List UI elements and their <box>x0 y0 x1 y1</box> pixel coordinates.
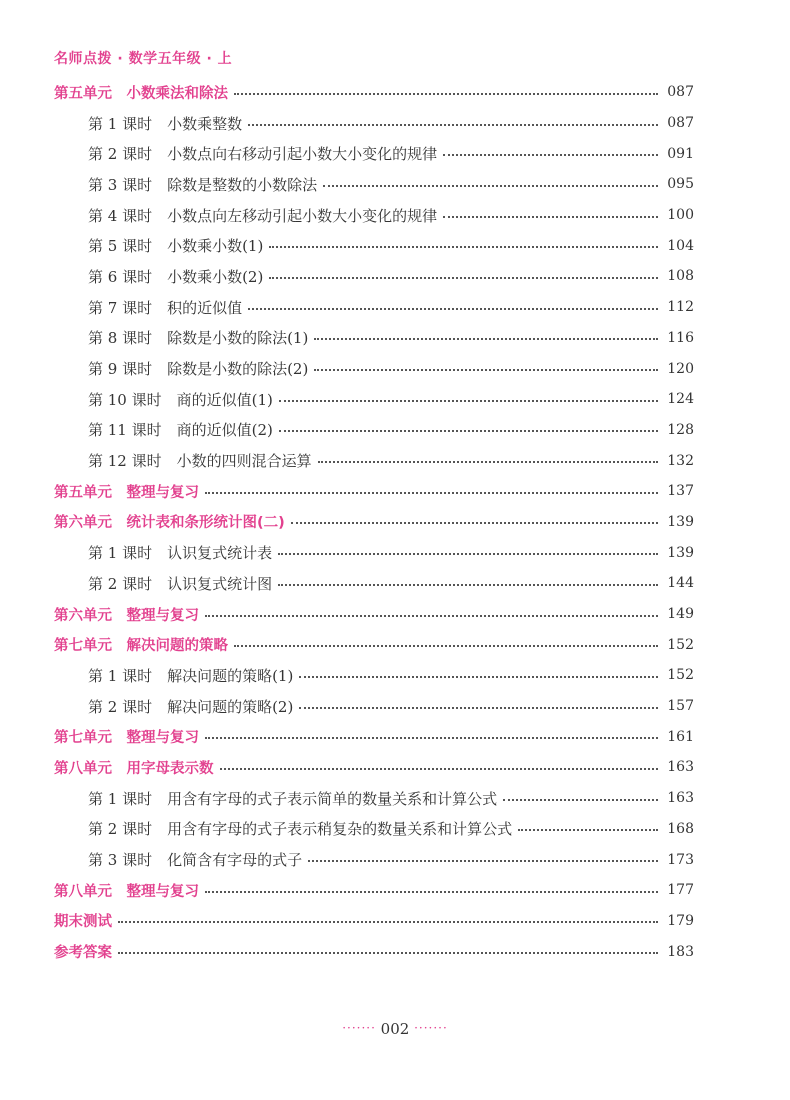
toc-entry-label: 第 6 课时 小数乘小数(2) <box>88 267 264 286</box>
toc-entry-label: 第七单元 解决问题的策略 <box>54 638 228 655</box>
toc-entry-label: 第 7 课时 积的近似值 <box>88 298 243 317</box>
footer-right-dots: ······· <box>414 1021 448 1035</box>
toc-page-number: 128 <box>667 421 694 438</box>
toc-dot-leader <box>248 307 658 310</box>
toc-lesson-entry[interactable] <box>0 200 790 231</box>
toc-entry-label: 第六单元 整理与复习 <box>54 607 199 624</box>
toc-dot-leader <box>205 736 658 739</box>
toc-unit-entry[interactable] <box>0 77 790 108</box>
toc-page-number: 179 <box>667 912 694 929</box>
toc-page-number: 091 <box>667 145 694 162</box>
toc-lesson-entry[interactable] <box>0 138 790 169</box>
toc-page-number: 137 <box>667 483 694 500</box>
toc-page-number: 157 <box>667 698 694 715</box>
toc-page-number: 183 <box>667 943 694 960</box>
toc-page-number: 161 <box>667 728 694 745</box>
toc-page-number: 095 <box>667 176 694 193</box>
toc-dot-leader <box>234 644 658 647</box>
toc-unit-entry[interactable] <box>0 507 790 538</box>
toc-entry-label: 第七单元 整理与复习 <box>54 730 199 747</box>
toc-lesson-entry[interactable] <box>0 691 790 722</box>
toc-dot-leader <box>118 951 658 954</box>
toc-page-number: 087 <box>667 115 694 132</box>
toc-lesson-entry[interactable] <box>0 323 790 354</box>
toc-page-number: 163 <box>667 790 694 807</box>
toc-entry-label: 第 9 课时 除数是小数的除法(2) <box>88 360 309 379</box>
toc-dot-leader <box>205 890 658 893</box>
toc-page-number: 173 <box>667 851 694 868</box>
page-footer <box>0 1020 790 1038</box>
toc-page-number: 139 <box>667 544 694 561</box>
toc-dot-leader <box>299 706 658 709</box>
toc-page-number: 108 <box>667 268 694 285</box>
toc-entry-label: 第五单元 整理与复习 <box>54 484 199 501</box>
toc-dot-leader <box>314 337 658 340</box>
toc-entry-label: 第五单元 小数乘法和除法 <box>54 85 228 102</box>
toc-page-number: 149 <box>667 606 694 623</box>
toc-entry-label: 第八单元 用字母表示数 <box>54 760 214 777</box>
toc-page-number: 152 <box>667 636 694 653</box>
toc-dot-leader <box>248 123 658 126</box>
toc-entry-label: 第 1 课时 认识复式统计表 <box>88 544 273 563</box>
toc-unit-entry[interactable] <box>0 599 790 630</box>
toc-entry-label: 第 2 课时 用含有字母的式子表示稍复杂的数量关系和计算公式 <box>88 820 513 839</box>
toc-entry-label: 第 3 课时 化简含有字母的式子 <box>88 851 303 870</box>
toc-dot-leader <box>220 767 659 770</box>
toc-dot-leader <box>443 215 658 218</box>
book-header-title: 名师点拨 · 数学五年级 · 上 <box>54 51 233 67</box>
toc-lesson-entry[interactable] <box>0 261 790 292</box>
toc-lesson-entry[interactable] <box>0 537 790 568</box>
toc-lesson-entry[interactable] <box>0 384 790 415</box>
toc-unit-entry[interactable] <box>0 629 790 660</box>
toc-entry-label: 第 4 课时 小数点向左移动引起小数大小变化的规律 <box>88 206 438 225</box>
toc-lesson-entry[interactable] <box>0 108 790 139</box>
toc-entry-label: 第 2 课时 认识复式统计图 <box>88 574 273 593</box>
toc-page-number: 100 <box>667 207 694 224</box>
toc-lesson-entry[interactable] <box>0 660 790 691</box>
toc-unit-entry[interactable] <box>0 752 790 783</box>
toc-dot-leader <box>503 798 658 801</box>
toc-dot-leader <box>279 399 658 402</box>
toc-lesson-entry[interactable] <box>0 292 790 323</box>
toc-entry-label: 第 8 课时 除数是小数的除法(1) <box>88 329 309 348</box>
toc-page-number: 152 <box>667 667 694 684</box>
toc-unit-entry[interactable] <box>0 906 790 937</box>
toc-lesson-entry[interactable] <box>0 814 790 845</box>
toc-entry-label: 第 1 课时 解决问题的策略(1) <box>88 666 294 685</box>
toc-entry-label: 第八单元 整理与复习 <box>54 883 199 900</box>
toc-page-number: 168 <box>667 820 694 837</box>
toc-lesson-entry[interactable] <box>0 783 790 814</box>
toc-entry-label: 第 3 课时 除数是整数的小数除法 <box>88 175 318 194</box>
toc-page-number: 132 <box>667 452 694 469</box>
toc-page-number: 177 <box>667 882 694 899</box>
toc-page-number: 124 <box>667 391 694 408</box>
toc-entry-label: 第 2 课时 解决问题的策略(2) <box>88 697 294 716</box>
toc-entry-label: 第 1 课时 小数乘整数 <box>88 114 243 133</box>
toc-page-number: 116 <box>667 329 694 346</box>
toc-dot-leader <box>269 245 658 248</box>
toc-lesson-entry[interactable] <box>0 415 790 446</box>
toc-entry-label: 第 11 课时 商的近似值(2) <box>88 421 273 440</box>
footer-left-dots: ······· <box>342 1021 376 1035</box>
toc-unit-entry[interactable] <box>0 476 790 507</box>
toc-lesson-entry[interactable] <box>0 169 790 200</box>
toc-dot-leader <box>118 920 658 923</box>
toc-lesson-entry[interactable] <box>0 844 790 875</box>
toc-entry-label: 期末测试 <box>54 914 112 931</box>
toc-dot-leader <box>323 184 658 187</box>
toc-page-number: 163 <box>667 759 694 776</box>
toc-page-number: 087 <box>667 84 694 101</box>
toc-entry-label: 参考答案 <box>54 945 112 962</box>
toc-dot-leader <box>443 153 658 156</box>
toc-dot-leader <box>205 491 658 494</box>
toc-entry-label: 第六单元 统计表和条形统计图(二) <box>54 515 285 532</box>
toc-unit-entry[interactable] <box>0 936 790 967</box>
toc-unit-entry[interactable] <box>0 875 790 906</box>
toc-dot-leader <box>518 828 658 831</box>
toc-dot-leader <box>308 859 658 862</box>
toc-page-number: 112 <box>667 299 694 316</box>
footer-page-number: 002 <box>380 1020 410 1038</box>
toc-dot-leader <box>269 276 658 279</box>
toc-dot-leader <box>234 92 658 95</box>
toc-page-number: 139 <box>667 513 694 530</box>
toc-dot-leader <box>205 614 658 617</box>
toc-entry-label: 第 5 课时 小数乘小数(1) <box>88 237 264 256</box>
toc-dot-leader <box>278 552 658 555</box>
toc-entry-label: 第 1 课时 用含有字母的式子表示简单的数量关系和计算公式 <box>88 789 498 808</box>
toc-entry-label: 第 12 课时 小数的四则混合运算 <box>88 452 312 471</box>
toc-lesson-entry[interactable] <box>0 568 790 599</box>
toc-dot-leader <box>279 429 658 432</box>
toc-lesson-entry[interactable] <box>0 230 790 261</box>
toc-entry-label: 第 10 课时 商的近似值(1) <box>88 390 273 409</box>
toc-dot-leader <box>278 583 658 586</box>
toc-unit-entry[interactable] <box>0 721 790 752</box>
table-of-contents <box>0 77 790 967</box>
toc-dot-leader <box>318 460 658 463</box>
toc-entry-label: 第 2 课时 小数点向右移动引起小数大小变化的规律 <box>88 145 438 164</box>
toc-dot-leader <box>299 675 658 678</box>
toc-page-number: 144 <box>667 575 694 592</box>
toc-page-number: 104 <box>667 237 694 254</box>
toc-page-number: 120 <box>667 360 694 377</box>
toc-lesson-entry[interactable] <box>0 353 790 384</box>
toc-lesson-entry[interactable] <box>0 445 790 476</box>
toc-dot-leader <box>291 521 658 524</box>
toc-dot-leader <box>314 368 658 371</box>
